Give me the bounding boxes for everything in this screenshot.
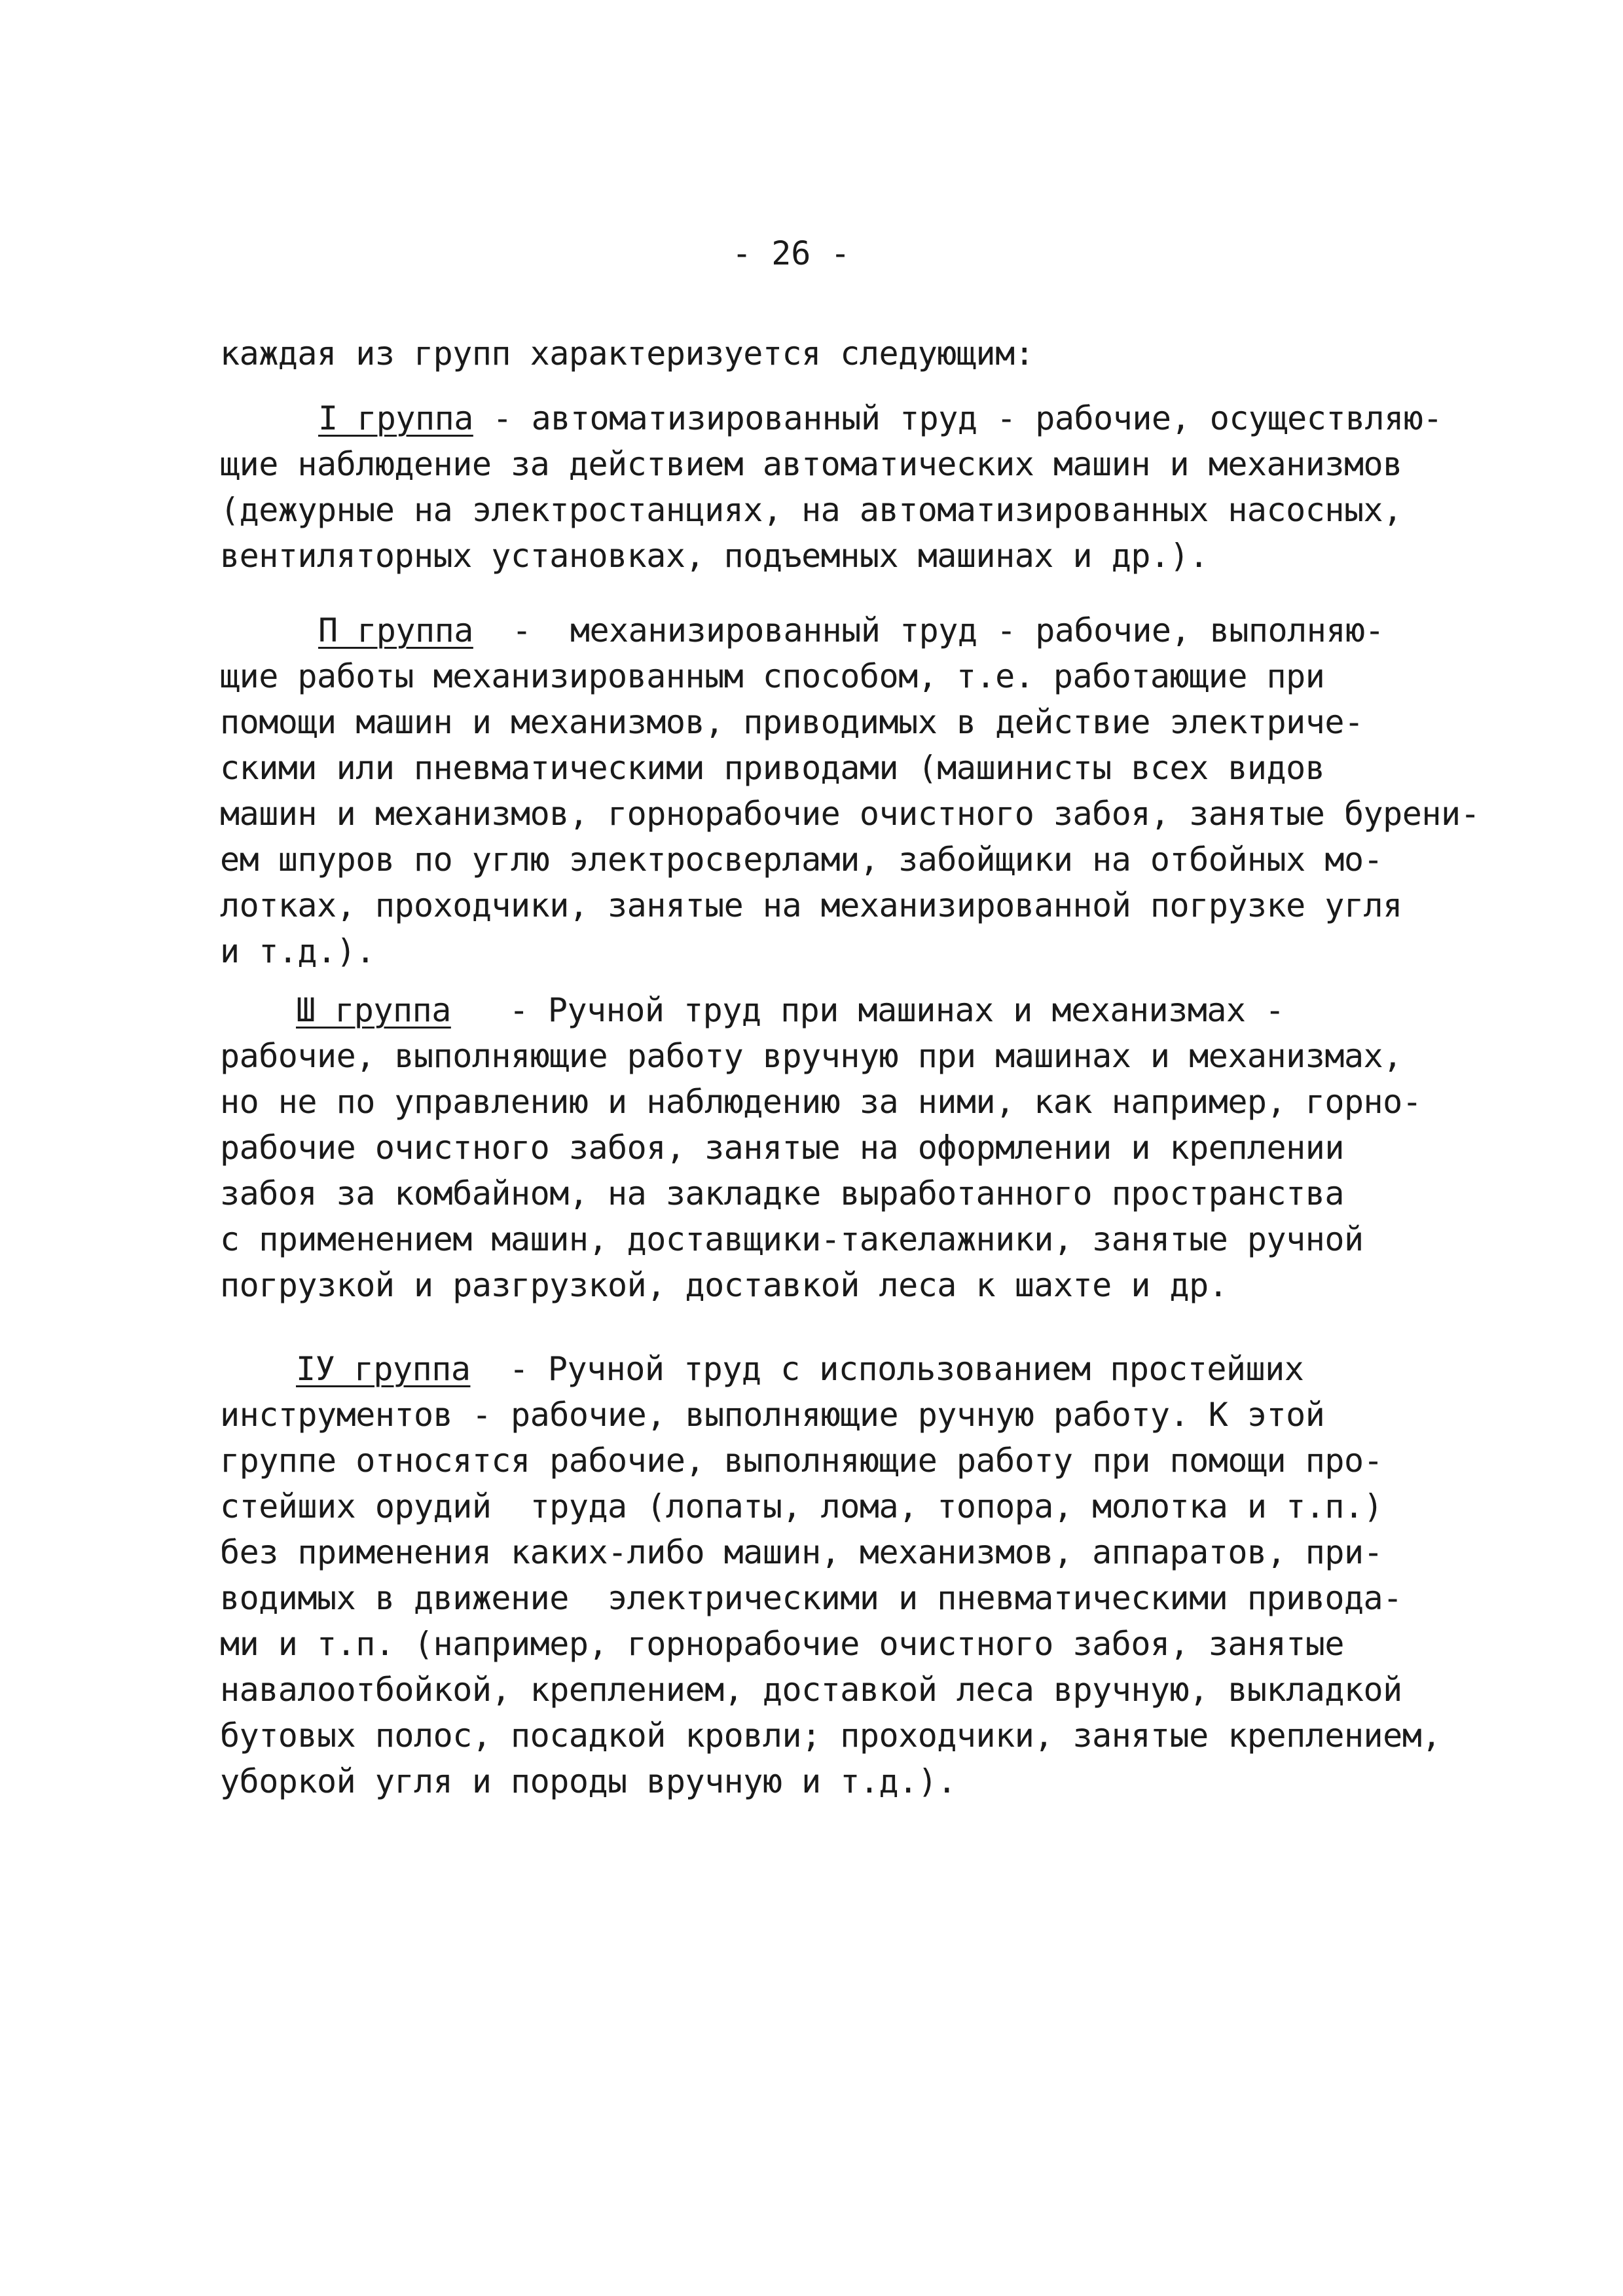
group3-label: Ш группа xyxy=(296,991,451,1029)
group4-line-1: инструментов - рабочие, выполняющие ручную работу. К этой xyxy=(220,1396,1325,1434)
group2-line-6: лотках, проходчики, занятые на механизированной погрузке угля xyxy=(220,886,1402,924)
group1-line-1: щие наблюдение за действием автоматических машин и механизмов xyxy=(220,445,1402,483)
group3-line-4: забоя за комбайном, на закладке выработанного пространства xyxy=(220,1175,1344,1212)
group2-line-2: помощи машин и механизмов, приводимых в действие электриче- xyxy=(220,703,1364,741)
group4-line-4: без применения каких-либо машин, механизмов, аппаратов, при- xyxy=(220,1533,1383,1571)
group3-line-2: но не по управлению и наблюдению за ними, как например, горно- xyxy=(220,1083,1422,1121)
group2-line-3: скими или пневматическими приводами (машинисты всех видов xyxy=(220,749,1325,787)
group2-line-4: машин и механизмов, горнорабочие очистного забоя, занятые бурени- xyxy=(220,795,1480,833)
group1-line-0: - автоматизированный труд - рабочие, осуществляю- xyxy=(473,399,1442,437)
group3-line-5: с применением машин, доставщики-такелажники, занятые ручной xyxy=(220,1220,1364,1258)
group1-line-2: (дежурные на электростанциях, на автоматизированных насосных, xyxy=(220,491,1402,529)
group1-label: I группа xyxy=(318,399,473,437)
group4-label: IУ группа xyxy=(296,1350,471,1388)
group4-line-2: группе относятся рабочие, выполняющие работу при помощи про- xyxy=(220,1442,1383,1480)
group2-first-line xyxy=(318,608,1384,653)
group4-first-line xyxy=(296,1346,1304,1392)
group4-line-6: ми и т.п. (например, горнорабочие очистного забоя, занятые xyxy=(220,1625,1344,1663)
group4-line-3: стейших орудий труда (лопаты, лома, топора, молотка и т.п.) xyxy=(220,1487,1383,1525)
group2-line-0: - механизированный труд - рабочие, выполняю- xyxy=(473,611,1385,649)
group2-line-5: ем шпуров по углю электросверлами, забойщики на отбойных мо- xyxy=(220,841,1383,879)
group4-line-9: уборкой угля и породы вручную и т.д.). xyxy=(220,1762,957,1800)
group1-first-line xyxy=(318,395,1442,441)
group2-line-1: щие работы механизированным способом, т.е. работающие при xyxy=(220,657,1325,695)
page-number: - 26 - xyxy=(732,234,850,272)
group3-line-3: рабочие очистного забоя, занятые на оформлении и креплении xyxy=(220,1129,1344,1167)
group2-label: П группа xyxy=(318,611,473,649)
group2-line-7: и т.д.). xyxy=(220,932,375,970)
group4-line-0: - Ручной труд с использованием простейших xyxy=(470,1350,1304,1388)
group3-line-0: - Ручной труд при машинах и механизмах - xyxy=(450,991,1285,1029)
group3-line-1: рабочие, выполняющие работу вручную при машинах и механизмах, xyxy=(220,1037,1402,1075)
group3-first-line xyxy=(296,987,1285,1033)
group3-line-6: погрузкой и разгрузкой, доставкой леса к шахте и др. xyxy=(220,1266,1228,1304)
group4-line-7: навалоотбойкой, креплением, доставкой леса вручную, выкладкой xyxy=(220,1671,1402,1709)
group1-line-3: вентиляторных установках, подъемных машинах и др.). xyxy=(220,537,1209,575)
group4-line-8: бутовых полос, посадкой кровли; проходчики, занятые креплением, xyxy=(220,1717,1441,1755)
intro-line: каждая из групп характеризуется следующим: xyxy=(220,335,1034,373)
group4-line-5: водимых в движение электрическими и пневматическими привода- xyxy=(220,1579,1402,1617)
